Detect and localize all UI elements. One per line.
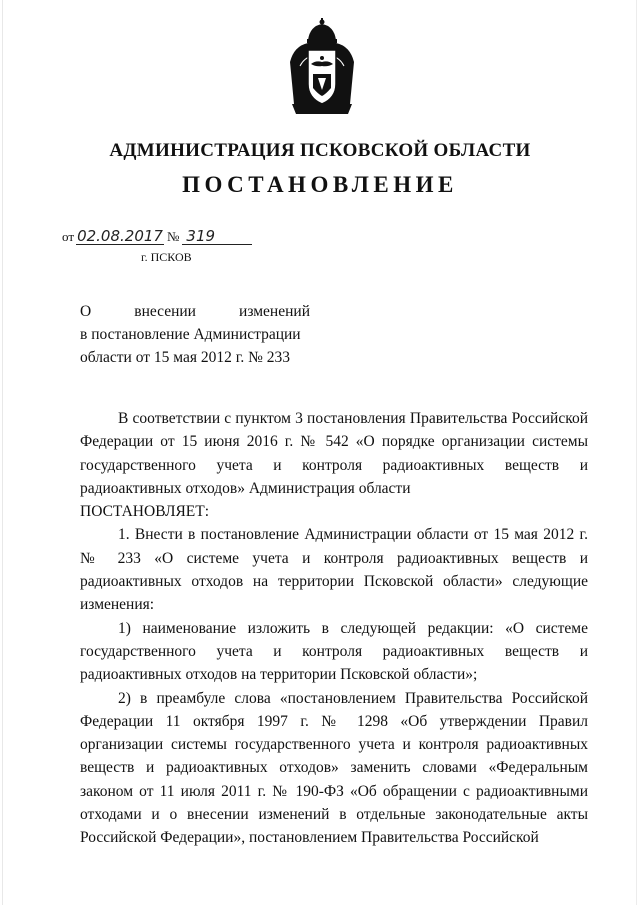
resolution-keyword: ПОСТАНОВЛЯЕТ: — [80, 503, 210, 521]
preamble-paragraph: В соответствии с пунктом 3 постановления Правительства Российской Федерации от 15 июня 2016 г. № 542 «О порядке организации системы государственного учета и контроля радиоактивных веществ и радиоактивных отходов» Администрация области — [80, 410, 588, 497]
clause-1-2-paragraph: 2) в преамбуле слова «постановлением Правительства Российской Федерации 11 октября 1997 г. № 1298 «Об утверждении Правил организации системы государственного учета и контроля радиоактивных веществ и радиоактивных отходов» заменить словами «Федеральным законом от 11 июля 2011 г. № 190-ФЗ «Об обращении с радиоактивными отходами и о внесении изменений в отдельные законодательные акты Российской Федерации», постановлением Правительства Российской — [80, 689, 588, 847]
handwritten-number: 319 — [182, 229, 252, 245]
scan-edge-left — [2, 0, 3, 905]
subject-word: внесении — [134, 303, 196, 320]
subject-line-3: области от 15 мая 2012 г. № 233 — [80, 349, 290, 366]
subject-line-2: в постановление Администрации — [80, 326, 301, 343]
document-subject — [80, 300, 310, 369]
clause-1-1-paragraph: 1) наименование изложить в следующей редакции: «О системе государственного учета и контроля радиоактивных веществ и радиоактивных отходов на территории Псковской области»; — [80, 619, 588, 684]
registration-line — [62, 229, 252, 245]
subject-word: изменений — [239, 303, 310, 320]
scan-edge-right — [636, 0, 637, 905]
date-prefix: от — [62, 229, 75, 244]
subject-word: О — [80, 303, 92, 320]
document-type: ПОСТАНОВЛЕНИЕ — [182, 172, 458, 197]
coat-of-arms-icon — [286, 18, 358, 118]
clause-1-paragraph: 1. Внести в постановление Администрации области от 15 мая 2012 г. № 233 «О системе учета и контроля радиоактивных веществ и радиоактивных отходов на территории Псковской области» следующие изменения: — [80, 526, 588, 614]
document-body — [80, 407, 588, 850]
number-prefix: № — [167, 229, 180, 244]
organization-name: АДМИНИСТРАЦИЯ ПСКОВСКОЙ ОБЛАСТИ — [109, 140, 531, 161]
city-label: г. ПСКОВ — [141, 250, 192, 264]
handwritten-date: 02.08.2017 — [77, 227, 163, 245]
subject-line-1 — [80, 300, 310, 323]
